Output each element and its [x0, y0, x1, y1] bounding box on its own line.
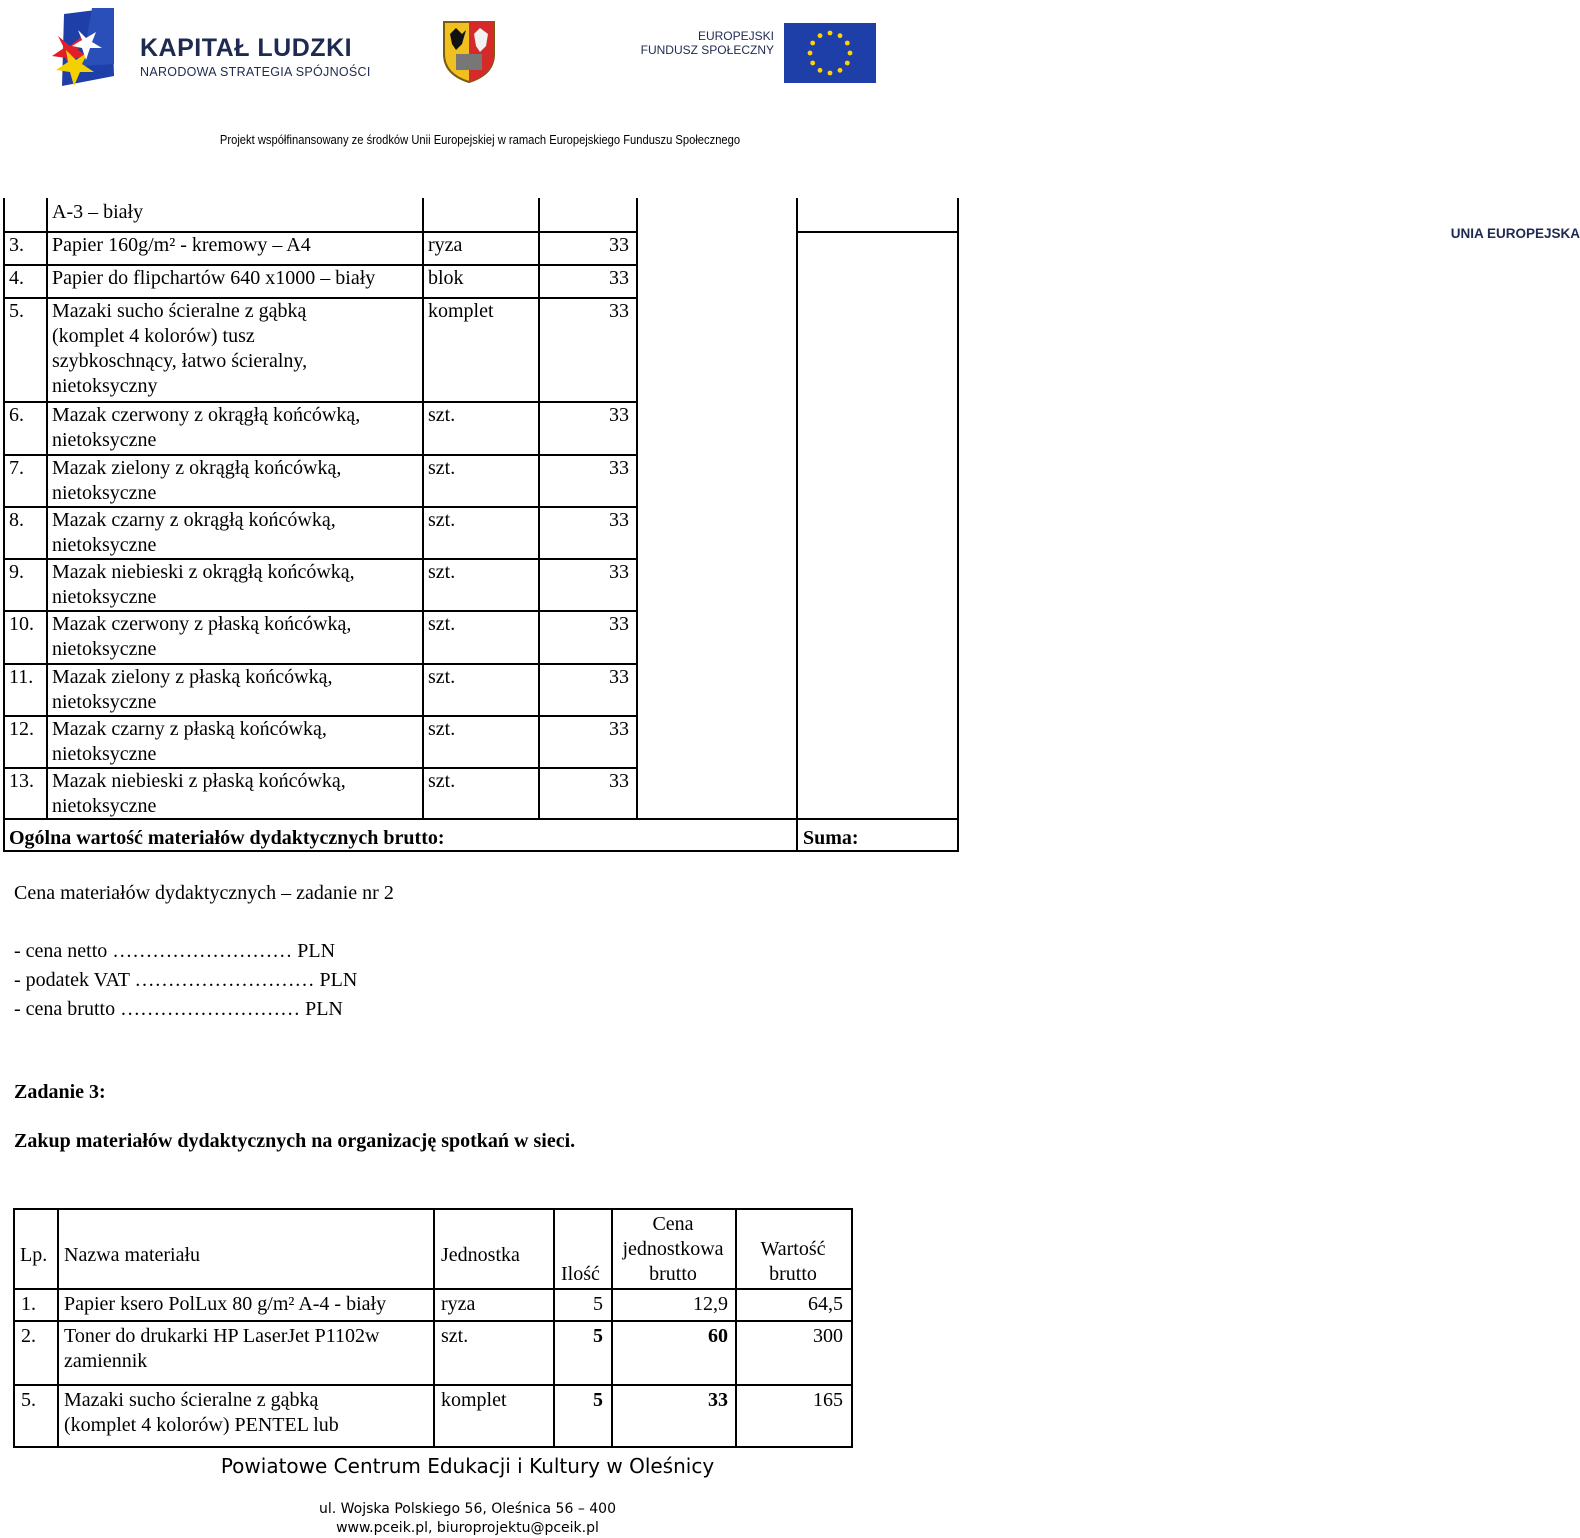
table1-lp: 12. [9, 718, 34, 740]
table1-col-divider [636, 198, 638, 818]
table2-header-lp: Lp. [20, 1244, 48, 1266]
table1-col-divider [3, 818, 5, 852]
table2-item-name: Toner do drukarki HP LaserJet P1102w [64, 1325, 380, 1347]
table1-lp: 4. [9, 267, 24, 289]
footer-organization: Powiatowe Centrum Edukacji i Kultury w Oleśnicy [220, 1454, 715, 1478]
table1-item-name: Mazak czarny z okrągłą końcówką, [52, 509, 336, 531]
table2-header-price: brutto [649, 1263, 697, 1285]
table1-lp: 9. [9, 561, 24, 583]
table1-sum-label: Suma: [803, 827, 859, 849]
table1-unit: szt. [428, 770, 456, 792]
table1-item-name: A-3 – biały [52, 201, 144, 223]
table2-col-divider [433, 1208, 435, 1448]
table2-qty: 5 [593, 1293, 603, 1315]
table2-row-divider [13, 1384, 853, 1386]
table2-row-divider [13, 1446, 853, 1448]
table2-row-divider [13, 1320, 853, 1322]
table2-price: 60 [708, 1325, 728, 1347]
table2-item-name: zamiennik [64, 1350, 148, 1372]
materials-table-1 [0, 198, 960, 852]
table1-item-name: nietoksyczne [52, 638, 157, 660]
table2-item-name: Papier ksero PolLux 80 g/m² A-4 - biały [64, 1293, 387, 1315]
table2-col-divider [57, 1208, 59, 1448]
table2-qty: 5 [593, 1389, 603, 1411]
table2-col-divider [13, 1208, 15, 1448]
table2-header-name: Nazwa materiału [64, 1244, 201, 1266]
table1-item-name: Mazak czarny z płaską końcówką, [52, 718, 327, 740]
table1-qty: 33 [609, 404, 629, 426]
table1-col-divider [796, 198, 798, 852]
table1-col-divider [957, 198, 959, 852]
table1-lp: 11. [9, 666, 34, 688]
table1-lp: 3. [9, 234, 24, 256]
table2-lp: 1. [21, 1293, 36, 1315]
table1-lp: 6. [9, 404, 24, 426]
table1-item-name: Papier do flipchartów 640 x1000 – biały [52, 267, 376, 289]
table1-item-name: nietoksyczne [52, 743, 157, 765]
table2-col-divider [851, 1208, 853, 1448]
task3-subheading: Zakup materiałów dydaktycznych na organizację spotkań w sieci. [14, 1130, 576, 1152]
materials-table-2 [0, 1208, 960, 1448]
table1-unit: szt. [428, 457, 456, 479]
table1-qty: 33 [609, 613, 629, 635]
table1-unit: szt. [428, 666, 456, 688]
table2-header-unit: Jednostka [441, 1244, 520, 1266]
kapital-ludzki-subtitle: NARODOWA STRATEGIA SPÓJNOŚCI [140, 65, 371, 79]
table1-col-divider [422, 198, 424, 818]
table1-item-name: nietoksyczne [52, 586, 157, 608]
cofinance-note: Projekt współfinansowany ze środków Unii Europejskiej w ramach Europejskiego Funduszu Społecznego [219, 132, 741, 147]
table1-item-name: Mazaki sucho ścieralne z gąbką [52, 300, 307, 322]
table1-unit: ryza [428, 234, 463, 256]
table1-item-name: Mazak czerwony z płaską końcówką, [52, 613, 352, 635]
table1-row-divider [3, 818, 958, 820]
table2-value: 300 [813, 1325, 843, 1347]
table2-item-name: (komplet 4 kolorów) PENTEL lub [64, 1414, 339, 1436]
table1-qty: 33 [609, 509, 629, 531]
table1-row-divider [796, 231, 958, 233]
task3-heading: Zadanie 3: [14, 1081, 106, 1103]
table1-col-divider [3, 198, 5, 818]
table2-header-qty: Ilość [561, 1263, 600, 1285]
table1-item-name: Mazak czerwony z okrągłą końcówką, [52, 404, 361, 426]
table1-unit: szt. [428, 718, 456, 740]
table2-header-value: brutto [769, 1263, 817, 1285]
table1-col-divider [46, 198, 48, 818]
table1-lp: 5. [9, 300, 24, 322]
table2-lp: 2. [21, 1325, 36, 1347]
table1-item-name: nietoksyczne [52, 482, 157, 504]
footer-address: ul. Wojska Polskiego 56, Oleśnica 56 – 400 [319, 1501, 616, 1517]
eu-line1: UNIA EUROPEJSKA [1450, 226, 1580, 241]
coat-of-arms-icon [442, 20, 496, 84]
kapital-ludzki-title: KAPITAŁ LUDZKI [140, 34, 353, 62]
table1-qty: 33 [609, 770, 629, 792]
table1-qty: 33 [609, 300, 629, 322]
table1-item-name: Mazak zielony z okrągłą końcówką, [52, 457, 342, 479]
table2-price: 33 [708, 1389, 728, 1411]
table1-item-name: nietoksyczne [52, 795, 157, 817]
table2-price: 12,9 [693, 1293, 728, 1315]
table1-item-name: szybkoschnący, łatwo ścieralny, [52, 350, 308, 372]
table1-lp: 8. [9, 509, 24, 531]
table1-row-divider [3, 850, 958, 852]
eu-flag-icon [784, 23, 876, 83]
price-vat: - podatek VAT ……………………… PLN [14, 969, 358, 991]
footer-contact-block [0, 1500, 935, 1538]
table2-header-price: jednostkowa [622, 1238, 724, 1260]
price-brutto: - cena brutto ……………………… PLN [14, 998, 343, 1020]
table2-row-divider [13, 1288, 853, 1290]
table1-lp: 13. [9, 770, 34, 792]
table1-item-name: Papier 160g/m² - kremowy – A4 [52, 234, 311, 256]
table1-item-name: Mazak niebieski z płaską końcówką, [52, 770, 346, 792]
table1-unit: komplet [428, 300, 494, 322]
table1-qty: 33 [609, 457, 629, 479]
table1-item-name: nietoksyczne [52, 534, 157, 556]
table1-item-name: (komplet 4 kolorów) tusz [52, 325, 255, 347]
eu-line3: FUNDUSZ SPOŁECZNY [640, 43, 774, 57]
table2-header-price: Cena [652, 1213, 694, 1235]
eu-line2: EUROPEJSKI [697, 29, 774, 43]
table1-unit: szt. [428, 509, 456, 531]
table1-total-label: Ogólna wartość materiałów dydaktycznych brutto: [9, 827, 445, 849]
eu-text-block [620, 29, 1580, 241]
table2-value: 165 [813, 1389, 843, 1411]
table1-lp: 10. [9, 613, 34, 635]
price-section-title: Cena materiałów dydaktycznych – zadanie nr 2 [14, 882, 394, 904]
table1-item-name: Mazak zielony z płaską końcówką, [52, 666, 333, 688]
table1-item-name: Mazak niebieski z okrągłą końcówką, [52, 561, 355, 583]
table1-item-name: nietoksyczne [52, 691, 157, 713]
table1-qty: 33 [609, 561, 629, 583]
table1-item-name: nietoksyczny [52, 375, 158, 397]
table2-header-value: Wartość [760, 1238, 826, 1260]
table2-unit: szt. [441, 1325, 469, 1347]
table1-unit: szt. [428, 613, 456, 635]
table2-unit: komplet [441, 1389, 507, 1411]
table1-unit: szt. [428, 561, 456, 583]
table1-qty: 33 [609, 234, 629, 256]
table1-qty: 33 [609, 718, 629, 740]
table1-qty: 33 [609, 666, 629, 688]
price-netto: - cena netto ……………………… PLN [14, 940, 336, 962]
footer-contact: www.pceik.pl, biuroprojektu@pceik.pl [336, 1520, 599, 1536]
table1-lp: 7. [9, 457, 24, 479]
table1-item-name: nietoksyczne [52, 429, 157, 451]
table1-unit: blok [428, 267, 464, 289]
table1-unit: szt. [428, 404, 456, 426]
table2-item-name: Mazaki sucho ścieralne z gąbką [64, 1389, 319, 1411]
table2-qty: 5 [593, 1325, 603, 1347]
table1-qty: 33 [609, 267, 629, 289]
kapital-ludzki-logo-icon [52, 6, 122, 94]
table2-unit: ryza [441, 1293, 476, 1315]
table2-value: 64,5 [808, 1293, 843, 1315]
table2-row-divider [13, 1208, 853, 1210]
table2-lp: 5. [21, 1389, 36, 1411]
